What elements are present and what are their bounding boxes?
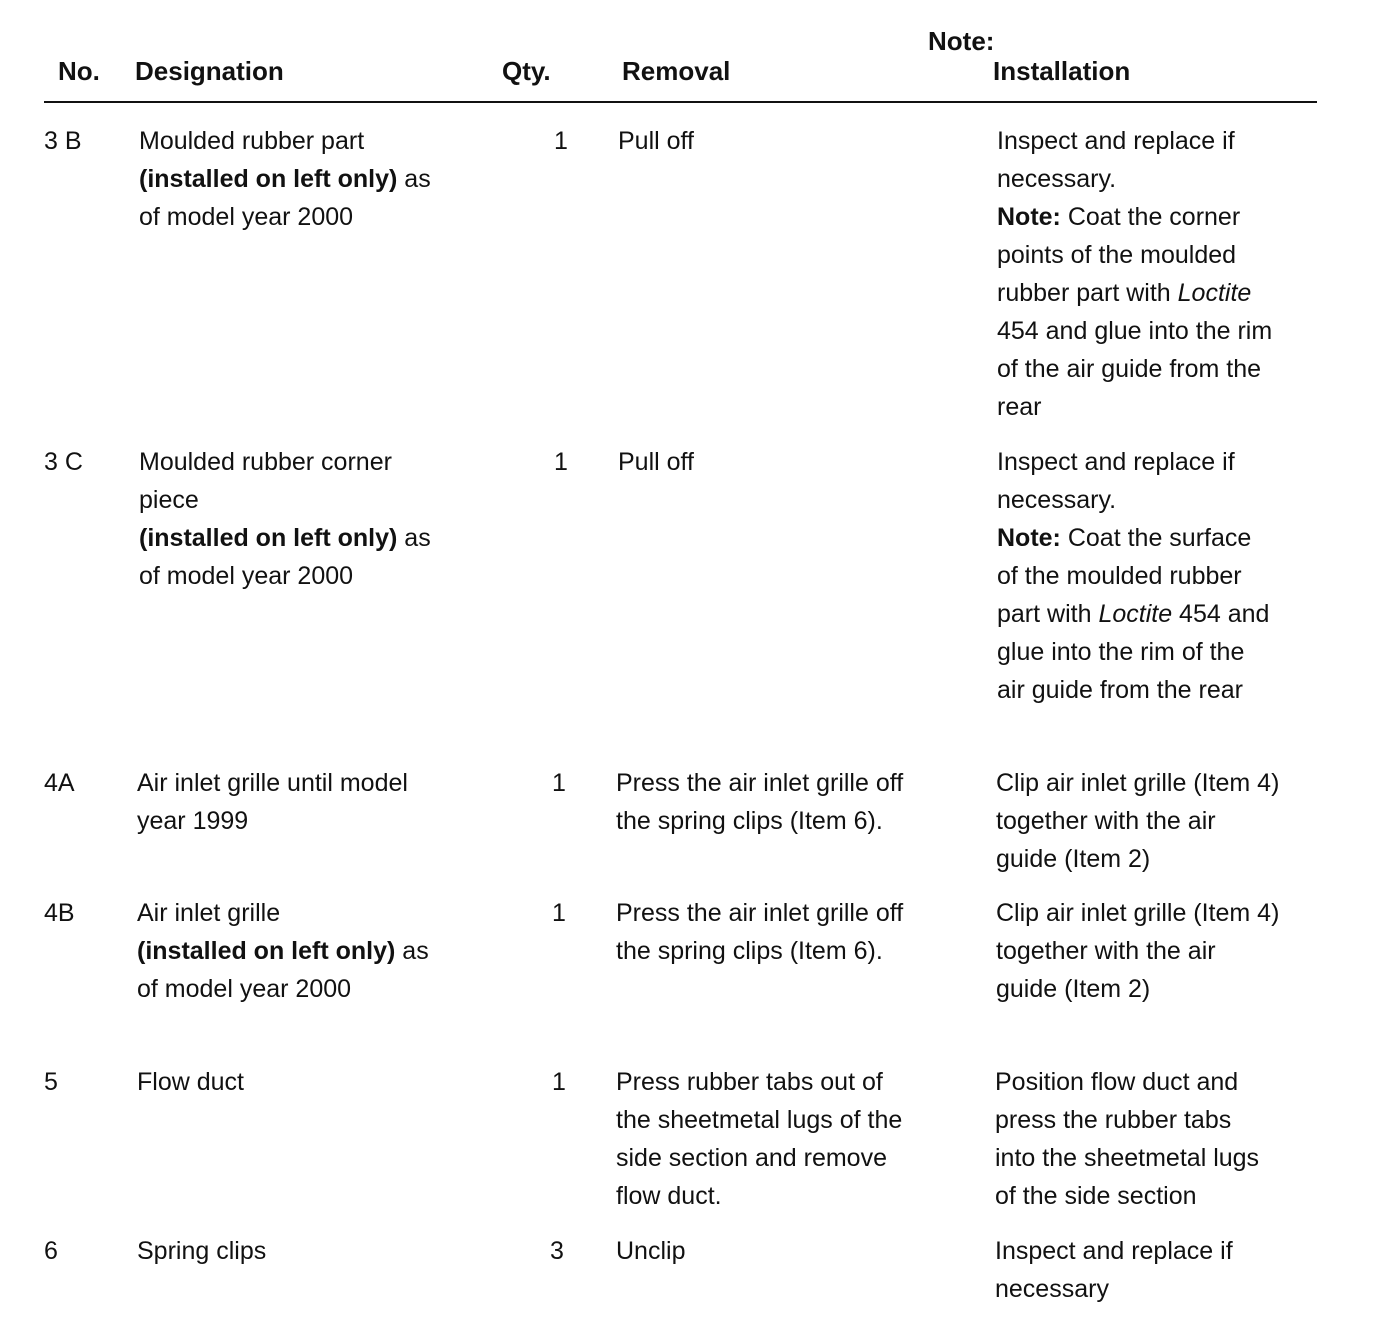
row-3b-designation: Moulded rubber part (installed on left only) as of model year 2000 (139, 127, 431, 231)
header-divider (44, 101, 1317, 103)
row-4a-designation: Air inlet grille until model year 1999 (137, 769, 408, 835)
row-3b-qty: 1 (554, 127, 568, 155)
row-4a-qty: 1 (552, 769, 566, 797)
row-4a-removal: Press the air inlet grille off the spring clips (Item 6). (616, 769, 904, 835)
row-4b-removal: Press the air inlet grille off the spring clips (Item 6). (616, 899, 904, 965)
row-3b-no: 3 B (44, 127, 82, 155)
row-3c-no: 3 C (44, 448, 83, 476)
row-3c-qty: 1 (554, 448, 568, 476)
row-6-qty: 3 (550, 1237, 564, 1265)
row-4a-no: 4A (44, 769, 75, 797)
row-5-no: 5 (44, 1068, 58, 1096)
row-4b-installation: Clip air inlet grille (Item 4) together with the air guide (Item 2) (996, 899, 1280, 1003)
row-3c-designation: Moulded rubber corner piece (installed on left only) as of model year 2000 (139, 448, 431, 590)
header-qty: Qty. (502, 56, 551, 86)
row-5-qty: 1 (552, 1068, 566, 1096)
row-3b-installation: Inspect and replace if necessary. Note: Coat the corner points of the moulded rubber part with Loctite 454 and glue into the rim of the air guide from the rear (997, 127, 1273, 421)
header-no: No. (58, 56, 100, 86)
row-3c-installation: Inspect and replace if necessary. Note: Coat the surface of the moulded rubber part with Loctite 454 and glue into the rim of the air guide from the rear (997, 448, 1270, 704)
row-6-designation: Spring clips (137, 1237, 267, 1265)
row-6-removal: Unclip (616, 1237, 686, 1265)
row-5-installation: Position flow duct and press the rubber tabs into the sheetmetal lugs of the side section (995, 1068, 1260, 1210)
header-designation: Designation (135, 56, 284, 86)
row-3b-removal: Pull off (618, 127, 694, 155)
header-note: Note: (928, 26, 995, 56)
row-6-installation: Inspect and replace if necessary (995, 1237, 1233, 1303)
row-4b-designation: Air inlet grille (installed on left only) as of model year 2000 (137, 899, 429, 1003)
row-5-removal: Press rubber tabs out of the sheetmetal lugs of the side section and remove flow duct. (616, 1068, 903, 1210)
row-4b-qty: 1 (552, 899, 566, 927)
row-6-no: 6 (44, 1237, 58, 1265)
header-installation: Installation (993, 56, 1131, 86)
row-4b-no: 4B (44, 899, 75, 927)
row-5-designation: Flow duct (137, 1068, 244, 1096)
row-4a-installation: Clip air inlet grille (Item 4) together with the air guide (Item 2) (996, 769, 1280, 873)
header-removal: Removal (622, 56, 731, 86)
row-3c-removal: Pull off (618, 448, 694, 476)
